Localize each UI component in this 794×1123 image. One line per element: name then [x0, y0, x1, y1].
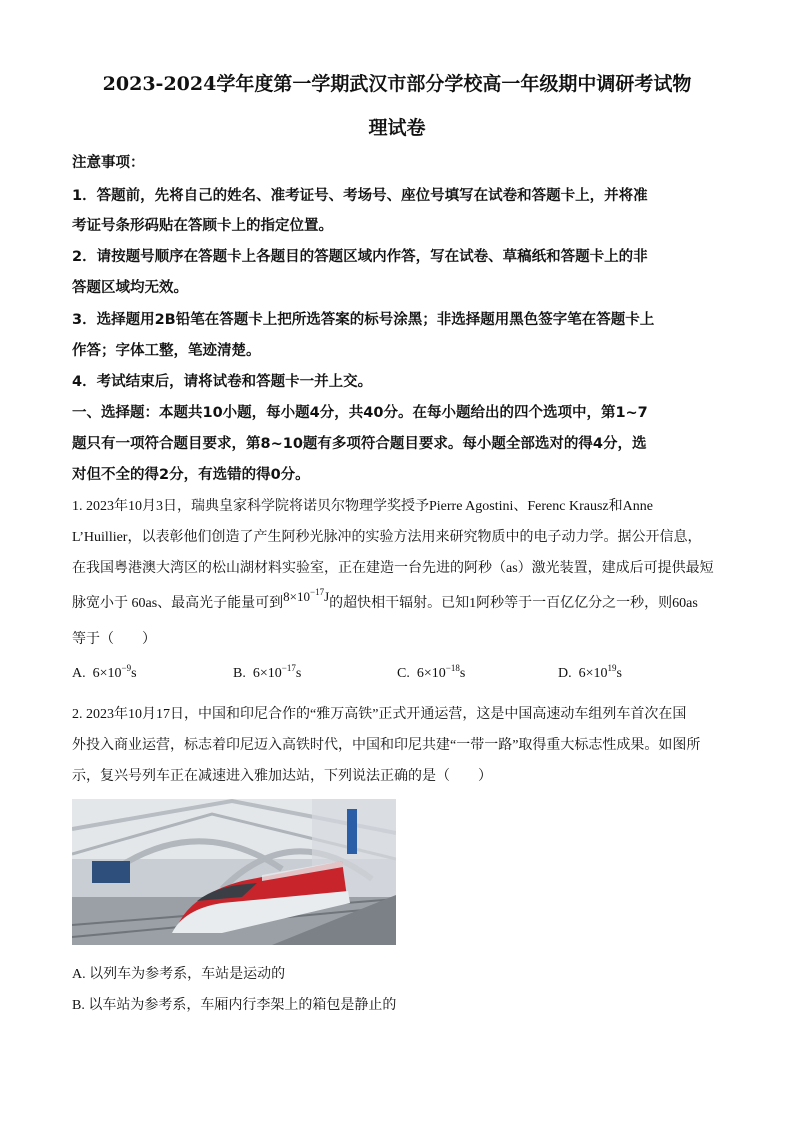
notice-line: 考证号条形码贴在答顾卡上的指定位置。 — [72, 218, 333, 234]
train-photo-illustration — [72, 799, 396, 945]
q1-text: 的超快相干辐射。已知1阿秒等于一百亿亿分之一秒，则60as — [329, 596, 698, 611]
q1-option-b[interactable]: B. $6\times 10^{-17}s$ — [233, 663, 302, 681]
q2-text: 示，复兴号列车正在减速进入雅加达站，下列说法正确的是（ ） — [72, 769, 492, 784]
q1-text-with-math — [72, 587, 698, 612]
exam-title-line2: 理试卷 — [368, 117, 426, 139]
q2-option-b[interactable]: B. 以车站为参考系，车厢内行李架上的箱包是静止的 — [72, 998, 397, 1013]
notice-heading: 注意事项： — [72, 155, 145, 171]
q1-text: 在我国粤港澳大湾区的松山湖材料实验室，正在建造一台先进的阿秒（as）激光装置，建成后可提供最短 — [72, 561, 714, 576]
notice-line: 4．考试结束后，请将试卷和答题卡一并上交。 — [72, 374, 373, 390]
notice-line: 2．请按题号顺序在答题卡上各题目的答题区域内作答，写在试卷、草稿纸和答题卡上的非 — [72, 249, 648, 265]
notice-line: 1．答题前，先将自己的姓名、准考证号、考场号、座位号填写在试卷和答题卡上，并将准 — [72, 188, 648, 204]
exam-title-line1: 2023-2024学年度第一学期武汉市部分学校高一年级期中调研考试物 — [102, 73, 692, 95]
q1-option-c[interactable]: C. $6\times 10^{-18}s$ — [397, 663, 466, 681]
section-instruction: 一、选择题：本题共10小题，每小题4分，共40分。在每小题给出的四个选项中，第1~7 — [72, 405, 648, 421]
section-instruction: 对但不全的得2分，有选错的得0分。 — [72, 467, 310, 483]
q1-option-a[interactable]: A. $6\times 10^{-9}s$ — [72, 663, 137, 681]
q1-option-d[interactable]: D. $6\times 10^{19}s$ — [558, 663, 622, 681]
q1-text: 等于（ ） — [72, 632, 156, 647]
notice-line: 3．选择题用2B铅笔在答题卡上把所选答案的标号涂黑；非选择题用黑色签字笔在答题卡上 — [72, 312, 655, 328]
q1-text: L’Huillier，以表彰他们创造了产生阿秒光脉冲的实验方法用来研究物质中的电子动力学。据公开信息， — [72, 530, 702, 545]
q2-option-a[interactable]: A. 以列车为参考系，车站是运动的 — [72, 967, 286, 982]
train-station-photo — [72, 799, 396, 945]
q1-text: 1. 2023年10月3日，瑞典皇家科学院将诺贝尔物理学奖授予Pierre Agostini、Ferenc Krausz和Anne — [72, 499, 653, 514]
notice-line: 答题区域均无效。 — [72, 280, 188, 296]
section-instruction: 题只有一项符合题目要求，第8~10题有多项符合题目要求。每小题全部选对的得4分，选 — [72, 436, 647, 452]
q2-text: 2. 2023年10月17日，中国和印尼合作的“雅万高铁”正式开通运营，这是中国高速动车组列车首次在国 — [72, 707, 687, 722]
q1-text: 脉宽小于 60as、最高光子能量可到 — [72, 596, 284, 611]
notice-line: 作答；字体工整，笔迹清楚。 — [72, 343, 261, 359]
math-expression: $8\times 10^{-17}J$ — [283, 587, 330, 604]
q2-text: 外投入商业运营，标志着印尼迈入高铁时代，中国和印尼共建“一带一路”取得重大标志性成果。如图所 — [72, 738, 701, 753]
